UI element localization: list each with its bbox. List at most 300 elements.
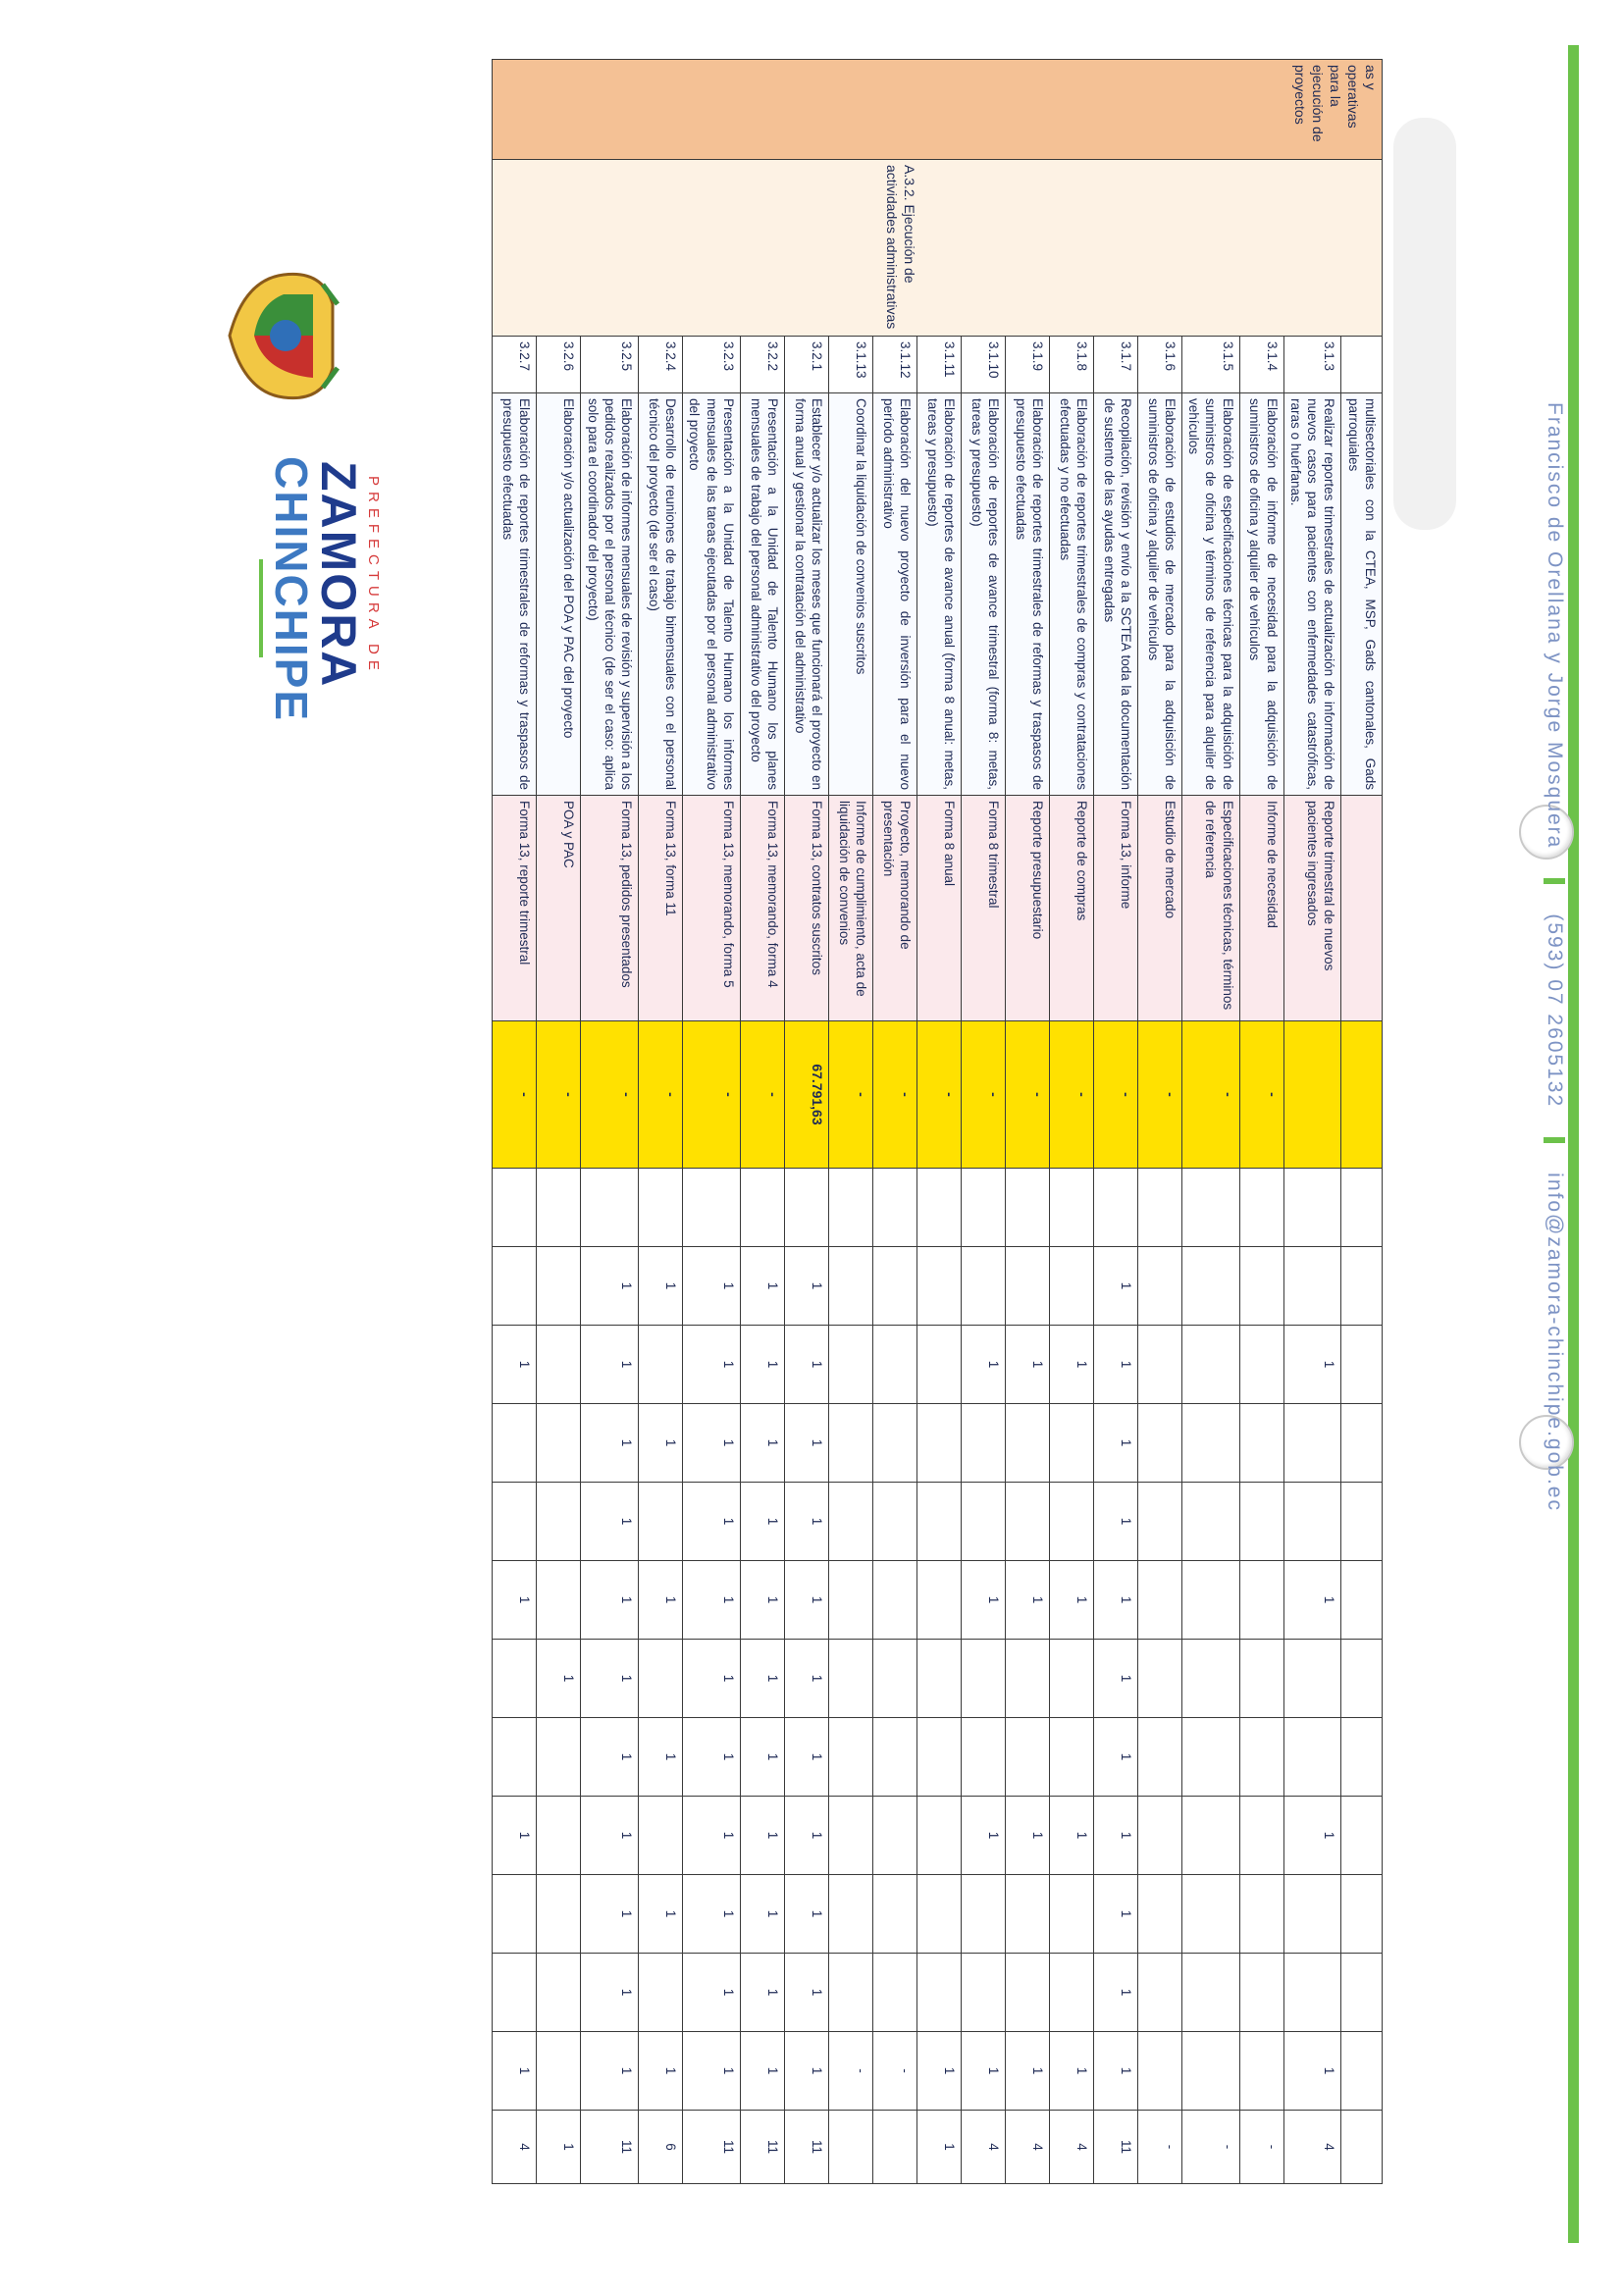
month-cell <box>1005 1640 1049 1718</box>
month-cell <box>1137 1954 1181 2032</box>
month-cell <box>916 1404 961 1483</box>
month-cell: 1 <box>639 1404 683 1483</box>
month-cell <box>916 1326 961 1404</box>
month-cell: 1 <box>1093 1326 1137 1404</box>
code-cell: 3.2.1 <box>784 337 828 393</box>
month-cell: 1 <box>740 1561 784 1640</box>
month-cell <box>1049 1404 1093 1483</box>
month-cell <box>1239 1875 1283 1954</box>
code-cell: 3.1.3 <box>1283 337 1341 393</box>
month-cell: 1 <box>961 1326 1005 1404</box>
month-cell <box>872 1169 916 1247</box>
month-cell <box>740 1169 784 1247</box>
month-cell <box>1049 1954 1093 2032</box>
month-cell <box>493 1718 537 1797</box>
subcomponent-label: A.3.2. Ejecución de actividades administrativas <box>884 165 917 330</box>
month-cell <box>1283 1483 1341 1561</box>
month-cell <box>1239 1169 1283 1247</box>
month-cell: 1 <box>581 1404 639 1483</box>
month-cell <box>828 1247 872 1326</box>
month-cell: 1 <box>581 1561 639 1640</box>
month-cell: 1 <box>1093 1247 1137 1326</box>
month-cell: 1 <box>784 2032 828 2111</box>
table-row <box>916 60 961 2184</box>
total-cell: - <box>1239 2111 1283 2184</box>
month-cell <box>1005 1169 1049 1247</box>
table-row <box>493 60 537 2184</box>
month-cell: 1 <box>740 1326 784 1404</box>
footer-address: Francisco de Orellana y Jorge Mosquera <box>1544 402 1566 850</box>
month-cell <box>916 1875 961 1954</box>
amount-cell: - <box>872 1021 916 1169</box>
month-cell <box>872 1326 916 1404</box>
month-cell: 1 <box>683 1404 741 1483</box>
amount-cell: - <box>916 1021 961 1169</box>
table-row <box>961 60 1005 2184</box>
month-cell <box>1181 1640 1239 1718</box>
month-cell <box>537 2032 581 2111</box>
month-cell <box>1341 1561 1383 1640</box>
month-cell <box>493 1247 537 1326</box>
amount-cell: - <box>828 1021 872 1169</box>
month-cell <box>1181 1954 1239 2032</box>
amount-cell <box>1341 1021 1383 1169</box>
month-cell <box>1283 1954 1341 2032</box>
activity-cell: Elaboración de reportes trimestrales de reformas y traspasos de presupuesto efectuadas <box>493 393 537 796</box>
amount-cell: - <box>639 1021 683 1169</box>
month-cell: 1 <box>1093 1718 1137 1797</box>
month-cell: 1 <box>784 1640 828 1718</box>
month-cell <box>1341 1640 1383 1718</box>
month-cell <box>828 1954 872 2032</box>
month-cell <box>828 1875 872 1954</box>
letterhead <box>200 265 465 775</box>
month-cell <box>961 1954 1005 2032</box>
month-cell: 1 <box>784 1404 828 1483</box>
objective-cell: as y operativas para la ejecución de proyectos <box>493 60 1383 160</box>
code-cell: 3.2.7 <box>493 337 537 393</box>
month-cell <box>916 1640 961 1718</box>
month-cell <box>1049 1169 1093 1247</box>
total-cell: 11 <box>784 2111 828 2184</box>
month-cell: 1 <box>639 1247 683 1326</box>
amount-cell: - <box>1049 1021 1093 1169</box>
month-cell <box>1137 1247 1181 1326</box>
table-row <box>1283 60 1341 2184</box>
month-cell: 1 <box>784 1718 828 1797</box>
month-cell <box>1239 1718 1283 1797</box>
month-cell <box>828 1404 872 1483</box>
table-row <box>828 60 872 2184</box>
month-cell: 1 <box>581 1718 639 1797</box>
verification-cell: Reporte trimestral de nuevos pacientes ingresados <box>1283 796 1341 1021</box>
month-cell: 1 <box>740 1404 784 1483</box>
month-cell <box>1239 1797 1283 1875</box>
month-cell: 1 <box>740 1797 784 1875</box>
verification-cell: Especificaciones técnicas, términos de referencia <box>1181 796 1239 1021</box>
verification-cell: Proyecto, memorando de presentación <box>872 796 916 1021</box>
amount-cell: 67.791,63 <box>784 1021 828 1169</box>
month-cell <box>639 1326 683 1404</box>
month-cell <box>916 1561 961 1640</box>
total-cell: - <box>1137 2111 1181 2184</box>
month-cell <box>1181 1797 1239 1875</box>
footer-separator <box>1544 1137 1565 1143</box>
verification-cell: Informe de cumplimiento, acta de liquidación de convenios <box>828 796 872 1021</box>
month-cell <box>1239 1326 1283 1404</box>
month-cell: 1 <box>639 1875 683 1954</box>
month-cell <box>1049 1483 1093 1561</box>
activity-cell: Elaboración de reportes de avance trimestral (forma 8: metas, tareas y presupuesto) <box>961 393 1005 796</box>
verification-cell: Reporte presupuestario <box>1005 796 1049 1021</box>
total-cell: 4 <box>493 2111 537 2184</box>
month-cell <box>916 1483 961 1561</box>
amount-cell: - <box>537 1021 581 1169</box>
month-cell: 1 <box>784 1954 828 2032</box>
month-cell <box>1137 1797 1181 1875</box>
month-cell <box>493 1483 537 1561</box>
verification-cell: Forma 13, forma 11 <box>639 796 683 1021</box>
month-cell <box>916 1797 961 1875</box>
code-cell: 3.2.2 <box>740 337 784 393</box>
month-cell <box>1341 2032 1383 2111</box>
code-cell: 3.2.5 <box>581 337 639 393</box>
amount-cell: - <box>740 1021 784 1169</box>
activity-cell: Coordinar la liquidación de convenios suscritos <box>828 393 872 796</box>
month-cell: 1 <box>740 2032 784 2111</box>
month-cell: 1 <box>683 1640 741 1718</box>
verification-cell: Forma 8 trimestral <box>961 796 1005 1021</box>
month-cell: 1 <box>683 1483 741 1561</box>
month-cell <box>493 1875 537 1954</box>
month-cell <box>537 1875 581 1954</box>
activity-cell: Elaboración de informe de necesidad para la adquisición de suministros de oficina y alquiler de vehículos <box>1239 393 1283 796</box>
month-cell: 1 <box>1283 1561 1341 1640</box>
month-cell <box>1341 1404 1383 1483</box>
month-cell <box>961 1875 1005 1954</box>
verification-cell: POA y PAC <box>537 796 581 1021</box>
month-cell <box>828 1718 872 1797</box>
scan-smudge <box>1393 118 1456 530</box>
month-cell: 1 <box>683 1797 741 1875</box>
month-cell: 1 <box>581 1640 639 1718</box>
month-cell: 1 <box>1005 1561 1049 1640</box>
month-cell: 1 <box>740 1640 784 1718</box>
activity-cell: Elaboración y/o actualización del POA y PAC del proyecto <box>537 393 581 796</box>
verification-cell: Reporte de compras <box>1049 796 1093 1021</box>
month-cell: 1 <box>581 1326 639 1404</box>
document-body <box>500 59 1471 2188</box>
activity-cell: Presentación a la Unidad de Talento Humano los planes mensuales de trabajo del personal administrativo del proyecto <box>740 393 784 796</box>
month-cell: 1 <box>961 1797 1005 1875</box>
month-cell <box>1341 1483 1383 1561</box>
month-cell: 1 <box>581 1954 639 2032</box>
activity-cell: Recopilación, revisión y envío a la SCTEA toda la documentación de sustento de las ayudas entregadas <box>1093 393 1137 796</box>
month-cell <box>639 1640 683 1718</box>
activity-cell: Presentación a la Unidad de Talento Humano los informes mensuales de las tareas ejecutadas por el personal administrativo del proyecto <box>683 393 741 796</box>
verification-cell: Forma 13, memorando, forma 5 <box>683 796 741 1021</box>
total-cell: 11 <box>581 2111 639 2184</box>
activity-cell: Elaboración del nuevo proyecto de inversión para el nuevo período administrativo <box>872 393 916 796</box>
table-row <box>581 60 639 2184</box>
amount-cell <box>1283 1021 1341 1169</box>
activity-cell: Elaboración de reportes trimestrales de compras y contrataciones efectuadas y no efectuadas <box>1049 393 1093 796</box>
total-cell: 1 <box>537 2111 581 2184</box>
table-row <box>784 60 828 2184</box>
activity-cell: Elaboración de reportes de avance anual (forma 8 anual: metas, tareas y presupuesto) <box>916 393 961 796</box>
table-row <box>1239 60 1283 2184</box>
month-cell: 1 <box>784 1797 828 1875</box>
total-cell: 4 <box>961 2111 1005 2184</box>
month-cell <box>1283 1247 1341 1326</box>
month-cell <box>537 1247 581 1326</box>
month-cell: 1 <box>683 2032 741 2111</box>
month-cell <box>1049 1640 1093 1718</box>
total-cell <box>828 2111 872 2184</box>
verification-cell: Forma 13, contratos suscritos <box>784 796 828 1021</box>
month-cell <box>1341 1954 1383 2032</box>
month-cell <box>1239 1247 1283 1326</box>
month-cell <box>1005 1875 1049 1954</box>
month-cell <box>1181 1561 1239 1640</box>
month-cell <box>828 1483 872 1561</box>
month-cell: 1 <box>581 1797 639 1875</box>
month-cell <box>1049 1718 1093 1797</box>
month-cell: 1 <box>683 1875 741 1954</box>
month-cell: 1 <box>581 1875 639 1954</box>
code-cell: 3.1.6 <box>1137 337 1181 393</box>
month-cell <box>1341 1875 1383 1954</box>
month-cell <box>1137 1169 1181 1247</box>
table-row <box>683 60 741 2184</box>
month-cell: 1 <box>784 1875 828 1954</box>
total-cell: 4 <box>1049 2111 1093 2184</box>
brand-name-line2: CHINCHIPE <box>266 456 317 723</box>
month-cell: 1 <box>683 1326 741 1404</box>
month-cell: 1 <box>537 1640 581 1718</box>
month-cell <box>639 1169 683 1247</box>
month-cell <box>493 1404 537 1483</box>
verification-cell <box>1341 796 1383 1021</box>
month-cell <box>1239 1561 1283 1640</box>
month-cell <box>537 1561 581 1640</box>
month-cell <box>916 1247 961 1326</box>
month-cell <box>872 1483 916 1561</box>
subcomponent-cell <box>493 160 1383 337</box>
total-cell: 6 <box>639 2111 683 2184</box>
table-row <box>639 60 683 2184</box>
activity-cell: multisectoriales con la CTEA, MSP, Gads cantonales, Gads parroquiales <box>1341 393 1383 796</box>
month-cell <box>493 1640 537 1718</box>
month-cell: 1 <box>784 1326 828 1404</box>
month-cell <box>1005 1718 1049 1797</box>
month-cell <box>1341 1326 1383 1404</box>
footer-email: info@zamora-chinchipe.gob.ec <box>1544 1173 1566 1512</box>
activity-cell: Realizar reportes trimestrales de actualización de información de nuevos casos para pacientes con enfermedades catastróficas, raras o huérfanas. <box>1283 393 1341 796</box>
month-cell <box>537 1404 581 1483</box>
month-cell: 1 <box>1049 2032 1093 2111</box>
month-cell <box>1181 1169 1239 1247</box>
month-cell: 1 <box>493 2032 537 2111</box>
month-cell: 1 <box>581 2032 639 2111</box>
footer-phone: (593) 07 2605132 <box>1544 913 1566 1109</box>
table-row <box>537 60 581 2184</box>
month-cell <box>1181 1483 1239 1561</box>
month-cell: 1 <box>784 1483 828 1561</box>
month-cell: 1 <box>1093 1483 1137 1561</box>
brand-prefix: PREFECTURA DE <box>365 476 382 676</box>
month-cell <box>1137 1561 1181 1640</box>
month-cell <box>493 1954 537 2032</box>
amount-cell: - <box>1181 1021 1239 1169</box>
month-cell: 1 <box>581 1247 639 1326</box>
month-cell: 1 <box>639 1718 683 1797</box>
total-cell: 11 <box>740 2111 784 2184</box>
month-cell <box>1283 1718 1341 1797</box>
month-cell <box>537 1326 581 1404</box>
month-cell <box>872 1954 916 2032</box>
total-cell: - <box>1181 2111 1239 2184</box>
month-cell <box>1137 1326 1181 1404</box>
month-cell: 1 <box>1005 2032 1049 2111</box>
amount-cell: - <box>493 1021 537 1169</box>
month-cell: - <box>828 2032 872 2111</box>
month-cell <box>1283 1875 1341 1954</box>
month-cell <box>1341 1169 1383 1247</box>
month-cell <box>961 1640 1005 1718</box>
month-cell: 1 <box>1049 1797 1093 1875</box>
month-cell <box>872 1875 916 1954</box>
verification-cell: Forma 13, reporte trimestral <box>493 796 537 1021</box>
month-cell <box>493 1169 537 1247</box>
table-row <box>1049 60 1093 2184</box>
month-cell <box>1283 1640 1341 1718</box>
month-cell <box>828 1797 872 1875</box>
code-cell: 3.2.3 <box>683 337 741 393</box>
month-cell <box>1181 1718 1239 1797</box>
month-cell: 1 <box>740 1875 784 1954</box>
amount-cell: - <box>581 1021 639 1169</box>
month-cell <box>1341 1797 1383 1875</box>
month-cell: 1 <box>683 1718 741 1797</box>
code-cell: 3.2.6 <box>537 337 581 393</box>
total-cell: 4 <box>1283 2111 1341 2184</box>
month-cell <box>1093 1169 1137 1247</box>
month-cell: 1 <box>493 1797 537 1875</box>
crest-logo <box>225 265 342 407</box>
month-cell: 1 <box>784 1247 828 1326</box>
month-cell <box>1341 1247 1383 1326</box>
month-cell <box>961 1247 1005 1326</box>
footer-separator <box>1544 878 1565 884</box>
code-cell: 3.1.11 <box>916 337 961 393</box>
month-cell <box>1283 1404 1341 1483</box>
code-cell: 3.2.4 <box>639 337 683 393</box>
month-cell <box>1239 1954 1283 2032</box>
month-cell <box>1005 1954 1049 2032</box>
amount-cell: - <box>1005 1021 1049 1169</box>
month-cell <box>961 1169 1005 1247</box>
month-cell <box>872 1561 916 1640</box>
month-cell <box>1239 1483 1283 1561</box>
month-cell <box>1283 1169 1341 1247</box>
month-cell <box>916 1954 961 2032</box>
amount-cell: - <box>1093 1021 1137 1169</box>
month-cell <box>537 1718 581 1797</box>
month-cell <box>828 1326 872 1404</box>
month-cell: 1 <box>1283 1326 1341 1404</box>
table-row <box>1137 60 1181 2184</box>
month-cell: 1 <box>916 2032 961 2111</box>
month-cell: 1 <box>740 1247 784 1326</box>
month-cell: 1 <box>683 1954 741 2032</box>
month-cell <box>639 1797 683 1875</box>
month-cell <box>1049 1247 1093 1326</box>
verification-cell: Forma 8 anual <box>916 796 961 1021</box>
month-cell: 1 <box>1093 1404 1137 1483</box>
month-cell: 1 <box>1283 1797 1341 1875</box>
month-cell <box>1181 1326 1239 1404</box>
month-cell: 1 <box>639 2032 683 2111</box>
month-cell <box>1181 1404 1239 1483</box>
month-cell <box>872 1247 916 1326</box>
month-cell <box>828 1640 872 1718</box>
month-cell <box>1137 2032 1181 2111</box>
month-cell <box>961 1483 1005 1561</box>
month-cell <box>961 1718 1005 1797</box>
activity-cell: Elaboración de estudios de mercado para la adquisición de suministros de oficina y alquiler de vehículos <box>1137 393 1181 796</box>
month-cell: 1 <box>581 1483 639 1561</box>
activities-table <box>492 59 1383 2184</box>
verification-cell: Forma 13, informe <box>1093 796 1137 1021</box>
total-cell <box>1341 2111 1383 2184</box>
month-cell <box>537 1483 581 1561</box>
table-row <box>1181 60 1239 2184</box>
month-cell: 1 <box>1049 1326 1093 1404</box>
month-cell <box>1181 1247 1239 1326</box>
code-cell: 3.1.9 <box>1005 337 1049 393</box>
month-cell <box>1181 2032 1239 2111</box>
month-cell <box>872 1797 916 1875</box>
month-cell <box>1137 1404 1181 1483</box>
activity-cell: Elaboración de especificaciones técnicas para la adquisición de suministros de oficina y términos de referencia para alquiler de vehículos <box>1181 393 1239 796</box>
code-cell <box>1341 337 1383 393</box>
table-row <box>1005 60 1049 2184</box>
month-cell <box>1137 1718 1181 1797</box>
month-cell: 1 <box>493 1561 537 1640</box>
month-cell: 1 <box>784 1561 828 1640</box>
month-cell <box>784 1169 828 1247</box>
month-cell <box>581 1169 639 1247</box>
code-cell: 3.1.10 <box>961 337 1005 393</box>
month-cell: 1 <box>1093 1797 1137 1875</box>
brand-name-line1: ZAMORA <box>311 461 366 689</box>
month-cell <box>1239 1404 1283 1483</box>
code-cell: 3.1.5 <box>1181 337 1239 393</box>
activity-cell: Elaboración de reportes trimestrales de reformas y traspasos de presupuesto efectuadas <box>1005 393 1049 796</box>
month-cell: 1 <box>493 1326 537 1404</box>
total-cell: 1 <box>916 2111 961 2184</box>
month-cell <box>828 1169 872 1247</box>
month-cell <box>683 1169 741 1247</box>
code-cell: 3.1.4 <box>1239 337 1283 393</box>
total-cell: 11 <box>1093 2111 1137 2184</box>
code-cell: 3.1.8 <box>1049 337 1093 393</box>
month-cell: 1 <box>740 1718 784 1797</box>
month-cell <box>1049 1875 1093 1954</box>
month-cell: 1 <box>1093 1954 1137 2032</box>
month-cell: 1 <box>683 1247 741 1326</box>
